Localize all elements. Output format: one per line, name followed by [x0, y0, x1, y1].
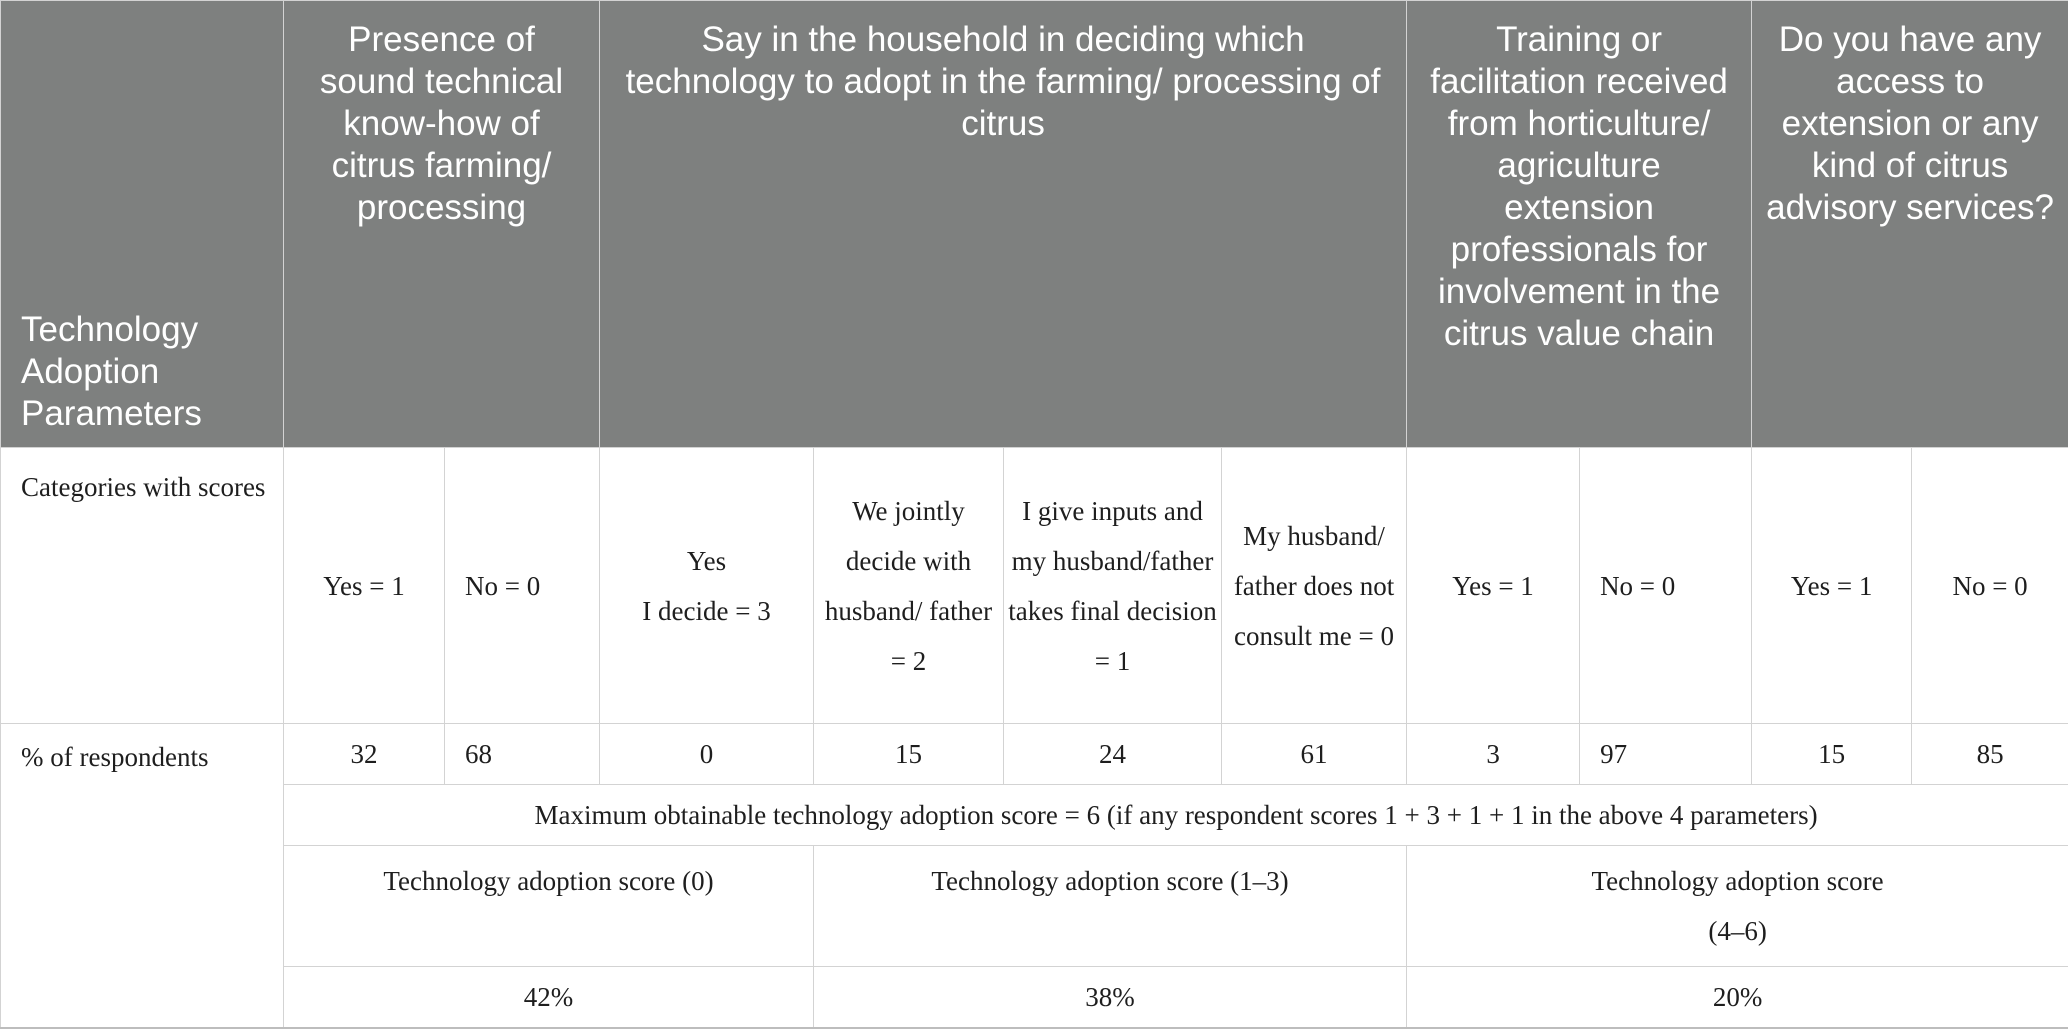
- respondents-know-how-yes: 32: [284, 724, 445, 785]
- respondents-row: [1, 724, 2068, 785]
- score-share-0: 42%: [284, 967, 814, 1029]
- respondents-extension-no: 85: [1912, 724, 2068, 785]
- score-band-4-6: Technology adoption score (4–6): [1407, 846, 2068, 967]
- category-extension-no: No = 0: [1912, 448, 2068, 724]
- respondents-know-how-no: 68: [445, 724, 600, 785]
- respondents-say-i-decide: 0: [600, 724, 814, 785]
- category-say-jointly: We jointly decide with husband/ father = 2: [814, 448, 1004, 724]
- max-score-row: [1, 785, 2068, 846]
- header-know-how-text: Presence of sound technical know-how of citrus farming/ processing: [284, 19, 599, 229]
- score-share-row: [1, 967, 2068, 1029]
- category-know-how-yes: Yes = 1: [284, 448, 445, 724]
- category-know-how-no: No = 0: [445, 448, 600, 724]
- max-score-note: Maximum obtainable technology adoption score = 6 (if any respondent scores 1 + 3 + 1 + 1 in the above 4 parameters): [284, 785, 2068, 846]
- header-technology-adoption-parameters: Technology Adoption Parameters: [21, 310, 202, 433]
- score-band-0: Technology adoption score (0): [284, 846, 814, 967]
- score-bands-row: [1, 846, 2068, 967]
- header-first-cell: [1, 1, 284, 448]
- category-say-inputs: I give inputs and my husband/father takes final decision = 1: [1004, 448, 1222, 724]
- categories-row: [1, 448, 2068, 724]
- header-group-training: [1407, 1, 1752, 448]
- header-row: [1, 1, 2068, 448]
- respondents-say-inputs: 24: [1004, 724, 1222, 785]
- category-training-no: No = 0: [1580, 448, 1752, 724]
- category-training-yes: Yes = 1: [1407, 448, 1580, 724]
- header-group-know-how: [284, 1, 600, 448]
- respondents-label: % of respondents: [1, 724, 284, 1029]
- category-say-i-decide: Yes I decide = 3: [600, 448, 814, 724]
- header-group-household-say: [600, 1, 1407, 448]
- respondents-say-jointly: 15: [814, 724, 1004, 785]
- respondents-say-not-consulted: 61: [1222, 724, 1407, 785]
- categories-label: Categories with scores: [1, 448, 284, 724]
- category-say-not-consulted: My husband/ father does not consult me = 0: [1222, 448, 1407, 724]
- category-extension-yes: Yes = 1: [1752, 448, 1912, 724]
- respondents-training-yes: 3: [1407, 724, 1580, 785]
- score-share-4-6: 20%: [1407, 967, 2068, 1029]
- score-share-1-3: 38%: [814, 967, 1407, 1029]
- header-household-say-text: Say in the household in deciding which technology to adopt in the farming/ processing of citrus: [600, 19, 1406, 145]
- respondents-extension-yes: 15: [1752, 724, 1912, 785]
- header-training-text: Training or facilitation received from horticulture/ agriculture extension professionals for involvement in the citrus value chain: [1407, 19, 1751, 355]
- respondents-training-no: 97: [1580, 724, 1752, 785]
- header-group-extension-access: [1752, 1, 2068, 448]
- score-band-1-3: Technology adoption score (1–3): [814, 846, 1407, 967]
- header-extension-access-text: Do you have any access to extension or any kind of citrus advisory services?: [1752, 19, 2068, 229]
